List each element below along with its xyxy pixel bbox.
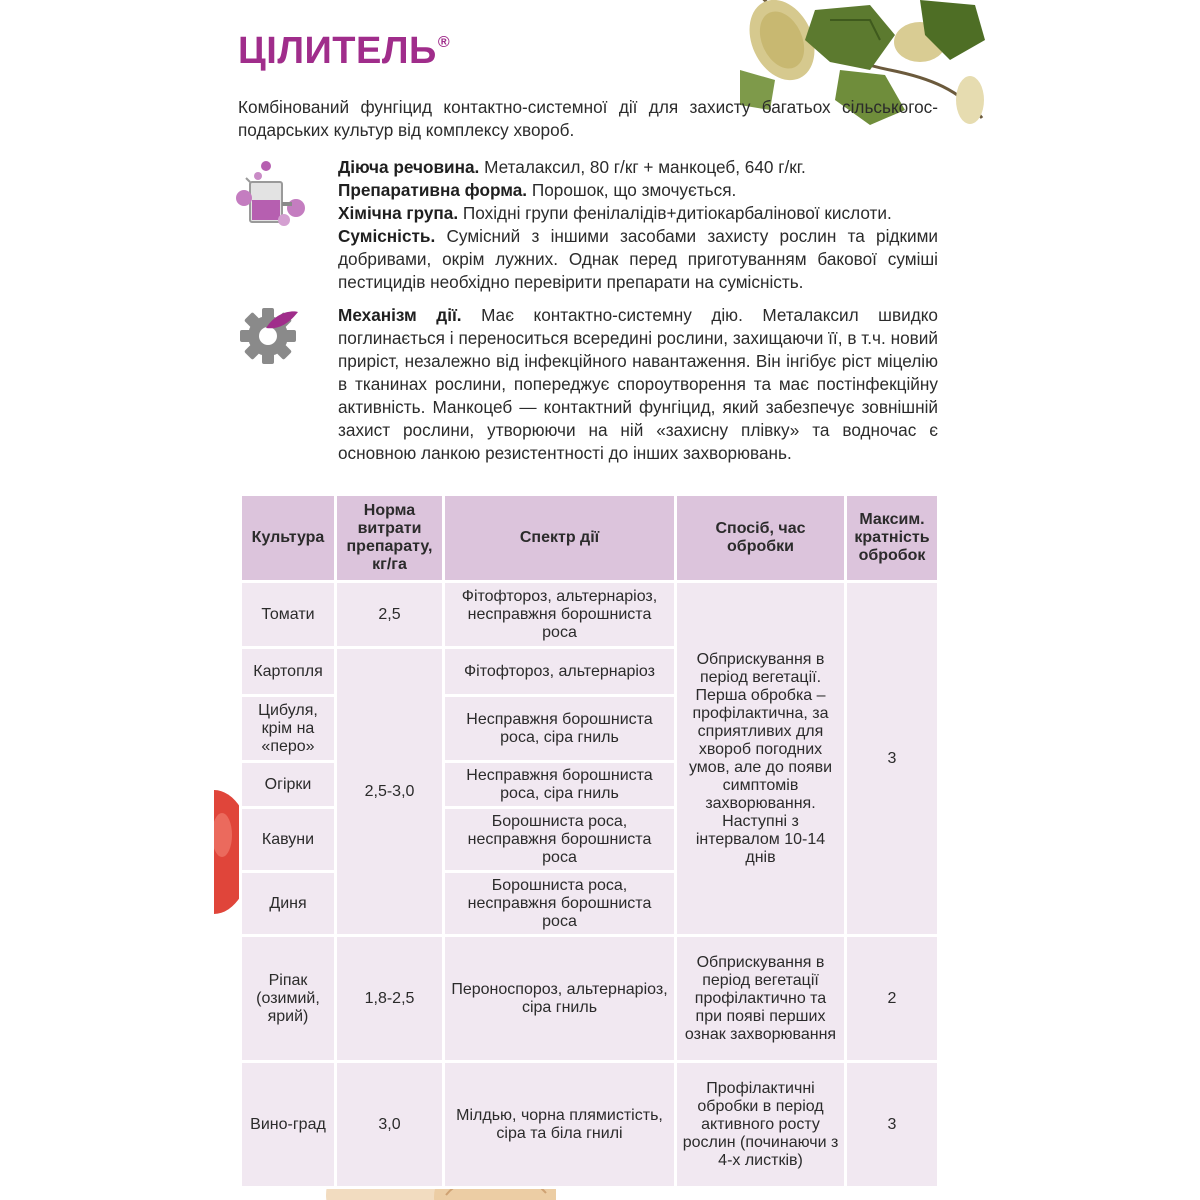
crop-cell: Томати bbox=[241, 582, 336, 648]
mechanism-label: Механізм дії. bbox=[338, 305, 462, 325]
method-cell: Профілактичні обробки в період активного росту рослин (починаючи з 4-х листків) bbox=[676, 1062, 846, 1188]
compatibility bbox=[338, 225, 938, 294]
flask-icon bbox=[236, 158, 308, 230]
product-intro: Комбінований фунгіцид контактно-системної дії для захисту багатьох сільськогос-подарських культур від комплексу хвороб. bbox=[238, 97, 938, 140]
spectrum-cell: Мілдью, чорна плямистість, сіра та біла гнилі bbox=[444, 1062, 676, 1188]
spectrum-cell: Борошниста роса, несправжня борошниста роса bbox=[444, 808, 676, 872]
spectrum-cell: Борошниста роса, несправжня борошниста роса bbox=[444, 872, 676, 936]
header-spectrum: Спектр дії bbox=[444, 495, 676, 582]
active-substance bbox=[338, 156, 938, 179]
rate-cell: 3,0 bbox=[336, 1062, 444, 1188]
rate-cell: 2,5-3,0 bbox=[336, 648, 444, 936]
spectrum-cell: Несправжня борошниста роса, сіра гниль bbox=[444, 762, 676, 808]
chemical-group-value: Похідні групи фенілалідів+дитіокарбалінової кислоти. bbox=[458, 203, 892, 223]
application-table-wrapper bbox=[239, 493, 937, 1189]
chemical-group-label: Хімічна група. bbox=[338, 203, 459, 223]
chemical-group bbox=[338, 202, 938, 225]
rate-cell: 2,5 bbox=[336, 582, 444, 648]
mechanism bbox=[338, 304, 938, 465]
trademark-symbol: ® bbox=[437, 34, 451, 51]
header-method: Спосіб, час обробки bbox=[676, 495, 846, 582]
gear-icon bbox=[236, 304, 300, 368]
crop-cell: Цибуля, крім на «перо» bbox=[241, 696, 336, 762]
max-cell: 3 bbox=[846, 582, 939, 936]
spectrum-cell: Фітофтороз, альтернаріоз bbox=[444, 648, 676, 696]
rate-cell: 1,8-2,5 bbox=[336, 936, 444, 1062]
formulation-value: Порошок, що змочується. bbox=[527, 180, 737, 200]
table-header-row bbox=[241, 495, 939, 582]
method-cell: Обприскування в період вегетації. Перша обробка – профілактична, за сприятливих для хвороб погодних умов, але до появи симптомів захворювання. Наступні з інтервалом 10-14 днів bbox=[676, 582, 846, 936]
compatibility-label: Сумісність. bbox=[338, 226, 436, 246]
crop-cell: Диня bbox=[241, 872, 336, 936]
header-max: Максим. кратність обробок bbox=[846, 495, 939, 582]
crop-cell: Ріпак (озимий, ярий) bbox=[241, 936, 336, 1062]
spectrum-cell: Несправжня борошниста роса, сіра гниль bbox=[444, 696, 676, 762]
spectrum-cell: Фітофтороз, альтернаріоз, несправжня борошниста роса bbox=[444, 582, 676, 648]
product-title bbox=[238, 30, 450, 73]
max-cell: 3 bbox=[846, 1062, 939, 1188]
header-rate: Норма витрати препарату, кг/га bbox=[336, 495, 444, 582]
formulation bbox=[338, 179, 938, 202]
method-cell: Обприскування в період вегетації профілактично та при появі перших ознак захворювання bbox=[676, 936, 846, 1062]
product-properties bbox=[338, 156, 938, 465]
crop-cell: Огірки bbox=[241, 762, 336, 808]
spectrum-cell: Пероноспороз, альтернаріоз, сіра гниль bbox=[444, 936, 676, 1062]
header-crop: Культура bbox=[241, 495, 336, 582]
active-substance-label: Діюча речовина. bbox=[338, 157, 480, 177]
active-substance-value: Металаксил, 80 г/кг + манкоцеб, 640 г/кг. bbox=[479, 157, 806, 177]
mechanism-value: Має контактно-системну дію. Металаксил швидко поглинається і переноситься всередині рослини, захищаючи її, в т.ч. новий приріст, незалежно від інфекційного навантаження. Він інгібує ріст міцелію в тканинах рослини, попереджує спороутворення та має постінфекційну активність. Манкоцеб — контактний фунгіцид, який забезпечує зовнішній захист рослини, утворюючи на ній «захисну плівку» та водночас є основною ланкою резистентності до інших захворювань. bbox=[338, 305, 938, 463]
table-row bbox=[241, 936, 939, 1062]
crop-cell: Картопля bbox=[241, 648, 336, 696]
compatibility-value: Сумісний з іншими засобами захисту рослин та рідкими добривами, окрім лужних. Однак перед приготуванням бакової суміші пестицидів необхідно перевірити препарати на сумісність. bbox=[338, 226, 938, 292]
max-cell: 2 bbox=[846, 936, 939, 1062]
table-row bbox=[241, 1062, 939, 1188]
crop-cell: Кавуни bbox=[241, 808, 336, 872]
product-title-text: ЦІЛИТЕЛЬ bbox=[238, 30, 437, 72]
formulation-label: Препаративна форма. bbox=[338, 180, 528, 200]
application-table bbox=[239, 493, 940, 1189]
crop-cell: Вино-град bbox=[241, 1062, 336, 1188]
table-row bbox=[241, 582, 939, 648]
